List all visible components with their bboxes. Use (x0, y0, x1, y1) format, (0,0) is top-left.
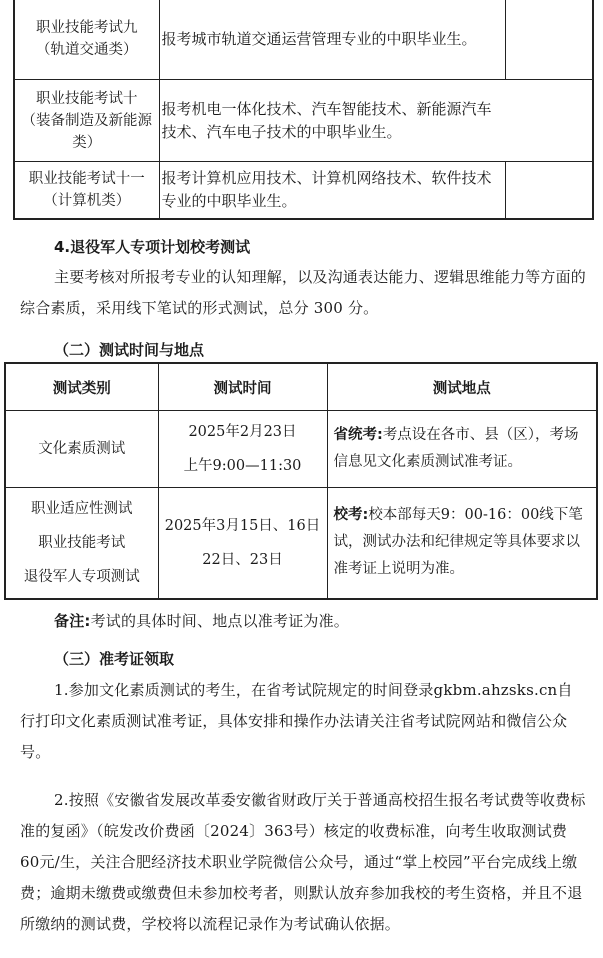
time-date: 22日、23日 (202, 551, 283, 568)
section-4-heading: 4.退役军人专项计划校考测试 (54, 238, 251, 256)
category-group: （装备制造及新能源 (21, 112, 152, 129)
category-group: （计算机类） (43, 192, 131, 209)
requirement-cell: 报考计算机应用技术、计算机网络技术、软件技术专业的中职毕业生。 (159, 162, 505, 219)
table-row (5, 488, 597, 599)
category-group: （轨道交通类） (36, 42, 138, 58)
category-name: 职业技能考试九 (36, 20, 138, 36)
section-three-heading: （三）准考证领取 (54, 650, 175, 668)
type-cell (5, 488, 158, 599)
category-name: 职业技能考试十 (36, 90, 138, 107)
place-label: 省统考: (333, 427, 383, 443)
type-line: 职业适应性测试 (31, 500, 133, 517)
place-cell (327, 488, 597, 599)
category-cell (14, 162, 159, 219)
place-label: 校考: (333, 507, 369, 524)
time-date: 2025年2月23日 (188, 424, 297, 440)
empty-cell (505, 162, 593, 219)
header-time: 测试时间 (158, 363, 327, 411)
section-three-item-2: 2.按照《安徽省发展改革委安徽省财政厅关于普通高校招生报名考试费等收费标准的复函》（皖发改价费函〔2024〕363号）核定的收费标准，向考生收取测试费60元/生，关注合肥经济技术职业学院微信公众号，通过“掌上校园”平台完成线上缴费；逾期未缴费或缴费但未参加校考者，则默认放弃参加我校的考生资格，并且不退所缴纳的测试费，学校将以流程记录作为考试确认依据。 (20, 791, 586, 933)
requirement-cell: 报考机电一体化技术、汽车智能技术、新能源汽车技术、汽车电子技术的中职毕业生。 (159, 80, 593, 162)
type-cell: 文化素质测试 (5, 411, 158, 488)
empty-cell (505, 0, 593, 80)
table-row (5, 411, 597, 488)
table-header-row (5, 363, 597, 411)
section-two-heading: （二）测试时间与地点 (54, 341, 205, 359)
header-place: 测试地点 (327, 363, 597, 411)
type-line: 退役军人专项测试 (23, 568, 140, 585)
section-4-body: 主要考核对所报考专业的认知理解，以及沟通表达能力、逻辑思维能力等方面的综合素质，采用线下笔试的形式测试，总分 300 分。 (20, 268, 587, 317)
place-cell (327, 411, 597, 488)
schedule-table (4, 362, 598, 600)
time-cell (158, 488, 327, 599)
header-type: 测试类别 (5, 363, 158, 411)
category-cell (14, 80, 159, 162)
requirement-cell: 报考城市轨道交通运营管理专业的中职毕业生。 (159, 0, 505, 80)
note (54, 606, 349, 637)
category-name: 职业技能考试十一 (28, 170, 145, 187)
table-row (14, 0, 593, 80)
time-range: 上午9:00—11:30 (183, 458, 302, 474)
category-cell (14, 0, 159, 80)
table-row (14, 162, 593, 219)
time-date: 2025年3月15日、16日 (164, 517, 321, 534)
time-cell (158, 411, 327, 488)
note-label: 备注: (54, 612, 91, 630)
section-three-item-1: 1.参加文化素质测试的考生，在省考试院规定的时间登录gkbm.ahzsks.cn自行打印文化素质测试准考证，具体安排和操作办法请关注省考试院网站和微信公众号。 (20, 681, 573, 761)
table-row (14, 80, 593, 162)
category-group-end: 类） (72, 134, 102, 151)
place-text: 考点设在各市、县（区），考场信息见文化素质测试准考证。 (333, 427, 579, 470)
note-text: 考试的具体时间、地点以准考证为准。 (90, 612, 350, 630)
place-text: 校本部每天9：00-16：00线下笔试，测试办法和纪律规定等具体要求以准考证上说明为准。 (333, 507, 583, 578)
type-line: 职业技能考试 (38, 534, 126, 551)
requirements-table (13, 0, 594, 220)
